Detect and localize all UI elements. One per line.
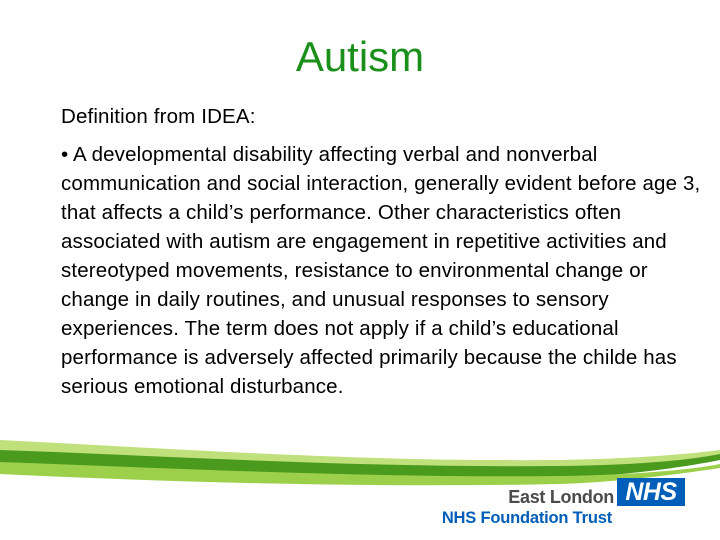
slide-body — [61, 102, 711, 401]
trust-name: NHS Foundation Trust — [441, 509, 612, 527]
nhs-logo: NHS — [617, 478, 685, 506]
definition-heading: Definition from IDEA: — [61, 105, 256, 128]
slide-title: Autism — [295, 33, 425, 80]
organisation-name: East London — [508, 487, 614, 507]
bullet-paragraph: • A developmental disability affecting verbal and nonverbal communication and social interaction, generally evident before age 3, that affects a child’s performance. Other characteristics often associated with autism are engagement in repetitive activities and stereotyped movements, resistance to environmental change or change in daily routines, and unusual responses to sensory experiences. The term does not apply if a child’s educational performance is adversely affected primarily because the childe has serious emotional disturbance. — [61, 143, 701, 398]
green-swoosh-decoration — [0, 432, 720, 490]
